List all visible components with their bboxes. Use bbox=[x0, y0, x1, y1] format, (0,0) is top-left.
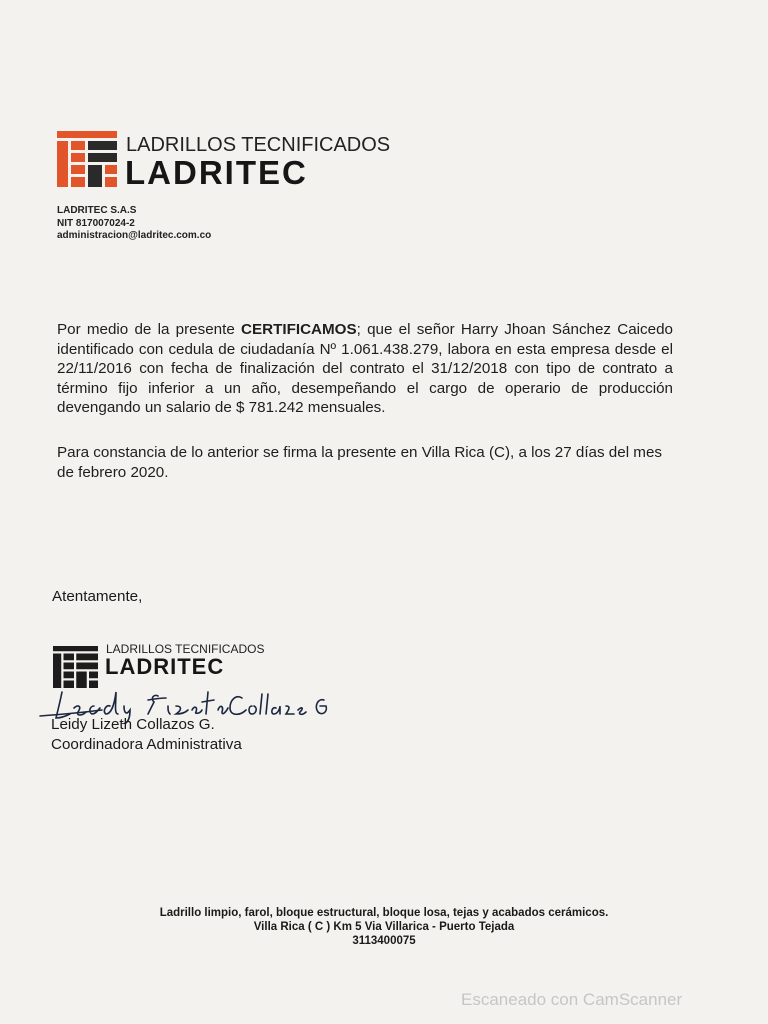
stamp-title: LADRITEC bbox=[105, 654, 225, 679]
closing-salutation: Atentamente, bbox=[52, 588, 143, 605]
logo-title: LADRITEC bbox=[125, 154, 308, 191]
signer-role: Coordinadora Administrativa bbox=[51, 736, 242, 753]
signing-paragraph: Para constancia de lo anterior se firma la presente en Villa Rica (C), a los 27 días del mes de febrero 2020. bbox=[57, 444, 662, 481]
footer-address: Villa Rica ( C ) Km 5 Via Villarica - Puerto Tejada bbox=[253, 921, 515, 933]
certification-intro: Por medio de la presente bbox=[57, 321, 242, 338]
company-logo bbox=[57, 131, 391, 191]
company-info bbox=[57, 205, 211, 243]
signer-name: Leidy Lizeth Collazos G. bbox=[51, 716, 215, 733]
scanner-watermark: Escaneado con CamScanner bbox=[461, 990, 683, 1009]
footer-products: Ladrillo limpio, farol, bloque estructural, bloque losa, tejas y acabados cerámicos. bbox=[159, 907, 609, 919]
footer bbox=[0, 906, 768, 948]
stamp-subtitle: LADRILLOS TECNIFICADOS bbox=[106, 642, 265, 656]
certification-paragraph bbox=[57, 320, 673, 418]
logo-subtitle: LADRILLOS TECNIFICADOS bbox=[126, 134, 391, 156]
brick-logo-icon bbox=[57, 131, 117, 187]
certification-details: ; que el señor Harry Jhoan Sánchez Caicedo identificado con cedula de ciudadanía Nº 1.061.438.279, labora en esta empresa desde el 22/11/2016 con fecha de finalización del contrato el 31/12/2018 con tipo de contrato a término fijo inferior a un año, desempeñando el cargo de operario de producción devengando un salario de $ 781.242 mensuales. bbox=[57, 321, 673, 416]
certification-keyword: CERTIFICAMOS bbox=[241, 321, 357, 338]
company-email: administracion@ladritec.com.co bbox=[57, 230, 212, 241]
stamp-logo-icon bbox=[53, 646, 98, 688]
footer-phone: 3113400075 bbox=[352, 935, 416, 947]
signer-block bbox=[51, 715, 242, 755]
company-name: LADRITEC S.A.S bbox=[57, 205, 137, 216]
company-nit: NIT 817007024-2 bbox=[57, 217, 135, 229]
